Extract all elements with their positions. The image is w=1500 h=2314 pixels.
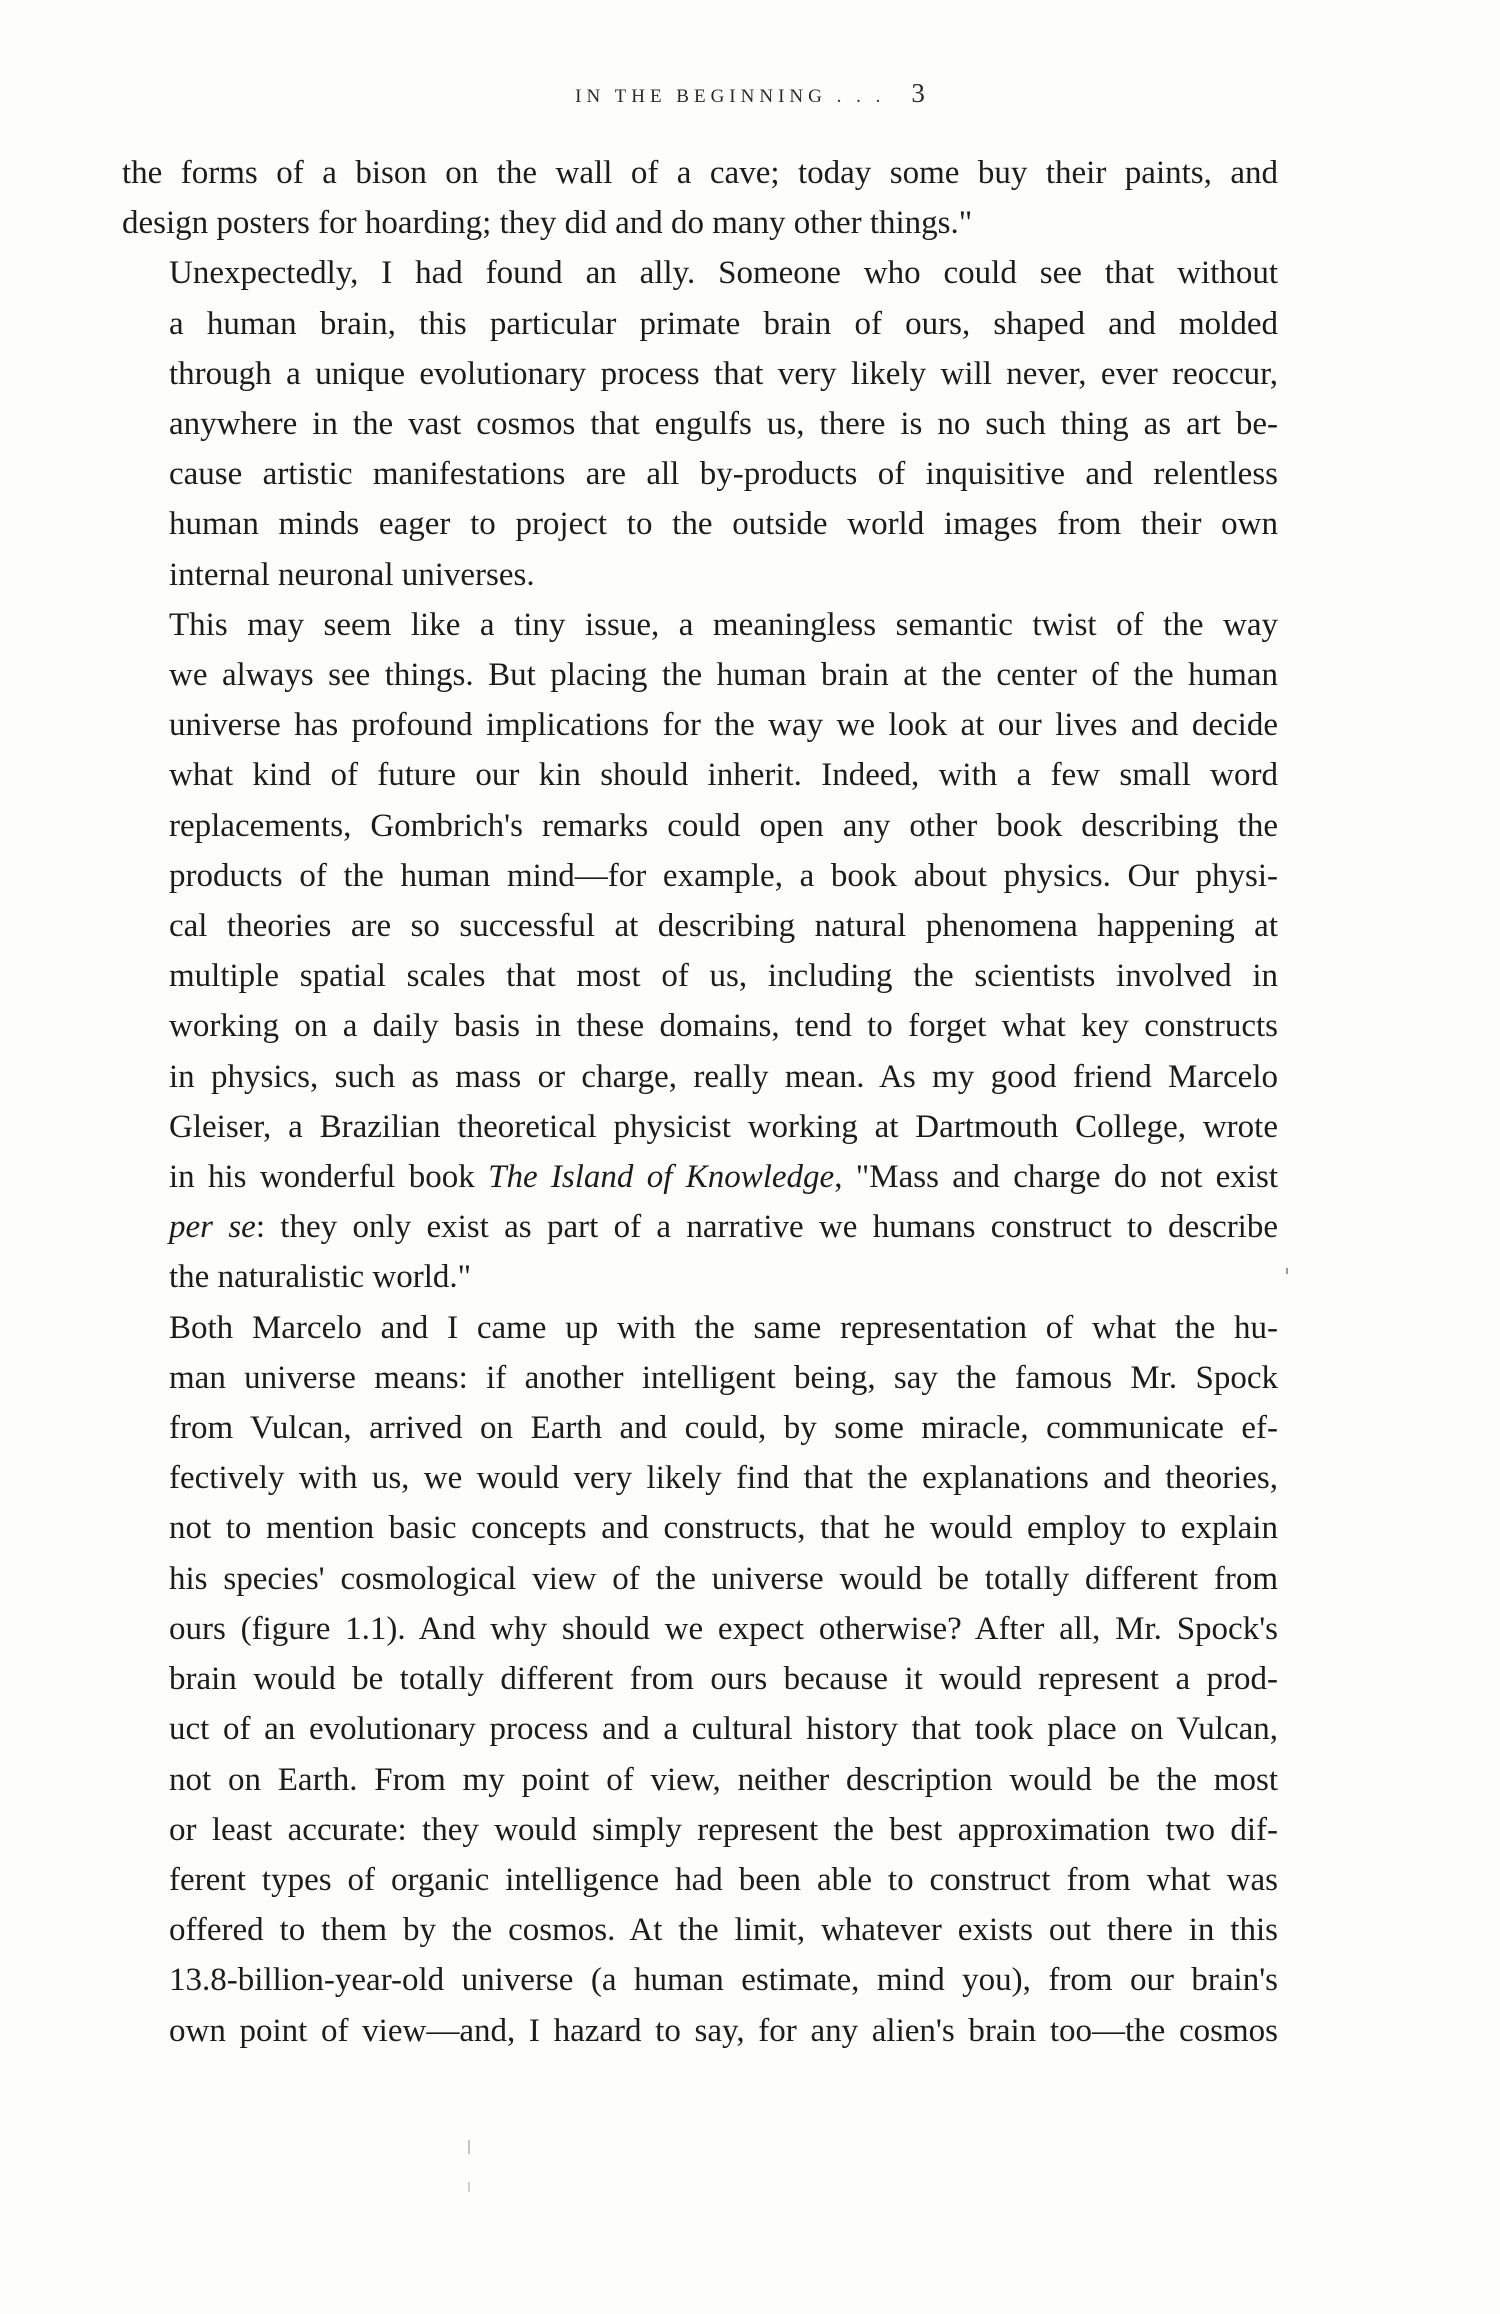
text-line: through a unique evolutionary process that very likely will never, ever reoccur,: [169, 355, 1278, 392]
text-line: anywhere in the vast cosmos that engulfs us, there is no such thing as art be-: [169, 406, 1278, 443]
text-line: cal theories are so successful at describing natural phenomena happening at: [169, 908, 1278, 945]
text-line: design posters for hoarding; they did and do many other things.": [122, 205, 973, 242]
text-line: from Vulcan, arrived on Earth and could, by some miracle, communicate ef-: [169, 1410, 1278, 1447]
text-line: brain would be totally different from ours because it would represent a prod-: [169, 1661, 1278, 1698]
paragraph-2: [122, 248, 1278, 599]
text-line: offered to them by the cosmos. At the limit, whatever exists out there in this: [169, 1912, 1278, 1949]
running-head: [0, 78, 1500, 109]
text-line: per se: they only exist as part of a narrative we humans construct to describe: [169, 1209, 1278, 1246]
paragraph-3: [122, 600, 1278, 1303]
text-line: Unexpectedly, I had found an ally. Someone who could see that without: [169, 255, 1278, 292]
text-line: Gleiser, a Brazilian theoretical physicist working at Dartmouth College, wrote: [169, 1108, 1278, 1145]
text-line: in his wonderful book The Island of Knowledge, "Mass and charge do not exist: [169, 1159, 1279, 1196]
text-line: we always see things. But placing the human brain at the center of the human: [169, 657, 1278, 694]
text-line: in physics, such as mass or charge, really mean. As my good friend Marcelo: [169, 1058, 1278, 1095]
text-line: not on Earth. From my point of view, neither description would be the most: [169, 1761, 1278, 1798]
body-text: [122, 148, 1278, 2056]
text-line: working on a daily basis in these domains, tend to forget what key constructs: [169, 1008, 1278, 1045]
text-line: multiple spatial scales that most of us, including the scientists involved in: [169, 958, 1278, 995]
text-line: the forms of a bison on the wall of a cave; today some buy their paints, and: [122, 155, 1278, 191]
text-line: internal neuronal universes.: [169, 556, 535, 593]
text-line: ferent types of organic intelligence had been able to construct from what was: [169, 1861, 1278, 1898]
text-line: a human brain, this particular primate brain of ours, shaped and molded: [169, 305, 1278, 342]
text-line: fectively with us, we would very likely find that the explanations and theories,: [169, 1460, 1278, 1497]
text-line: his species' cosmological view of the universe would be totally different from: [169, 1560, 1278, 1597]
italic-text: The Island of Knowledge: [488, 1159, 835, 1196]
text-line: what kind of future our kin should inherit. Indeed, with a few small word: [169, 757, 1278, 794]
scan-speck: [1286, 1268, 1288, 1274]
italic-text: per se: [169, 1209, 256, 1246]
paragraph-4: [122, 1303, 1278, 2056]
page-number: 3: [911, 78, 925, 108]
text-line: own point of view—and, I hazard to say, for any alien's brain too—the cosmos: [169, 2012, 1278, 2049]
text-line: man universe means: if another intelligent being, say the famous Mr. Spock: [169, 1359, 1278, 1396]
text-line: or least accurate: they would simply represent the best approximation two dif-: [169, 1811, 1278, 1848]
text-line: not to mention basic concepts and constructs, that he would employ to explain: [169, 1510, 1278, 1547]
text-line: cause artistic manifestations are all by-products of inquisitive and relentless: [169, 456, 1278, 493]
text-line: ours (figure 1.1). And why should we expect otherwise? After all, Mr. Spock's: [169, 1610, 1278, 1647]
scan-speck: [468, 2182, 470, 2192]
text-line: uct of an evolutionary process and a cultural history that took place on Vulcan,: [169, 1711, 1278, 1748]
text-line: universe has profound implications for the way we look at our lives and decide: [169, 707, 1278, 744]
text-line: products of the human mind—for example, a book about physics. Our physi-: [169, 857, 1278, 894]
text-line: Both Marcelo and I came up with the same representation of what the hu-: [169, 1309, 1278, 1346]
paragraph-1: [122, 148, 1278, 248]
scan-speck: [468, 2140, 470, 2154]
text-line: the naturalistic world.": [169, 1259, 472, 1296]
running-head-title: IN THE BEGINNING . . .: [575, 86, 886, 107]
text-line: 13.8-billion-year-old universe (a human estimate, mind you), from our brain's: [169, 1962, 1278, 1999]
text-line: human minds eager to project to the outside world images from their own: [169, 506, 1278, 543]
text-line: replacements, Gombrich's remarks could open any other book describing the: [169, 807, 1278, 844]
text-line: This may seem like a tiny issue, a meaningless semantic twist of the way: [169, 606, 1278, 643]
